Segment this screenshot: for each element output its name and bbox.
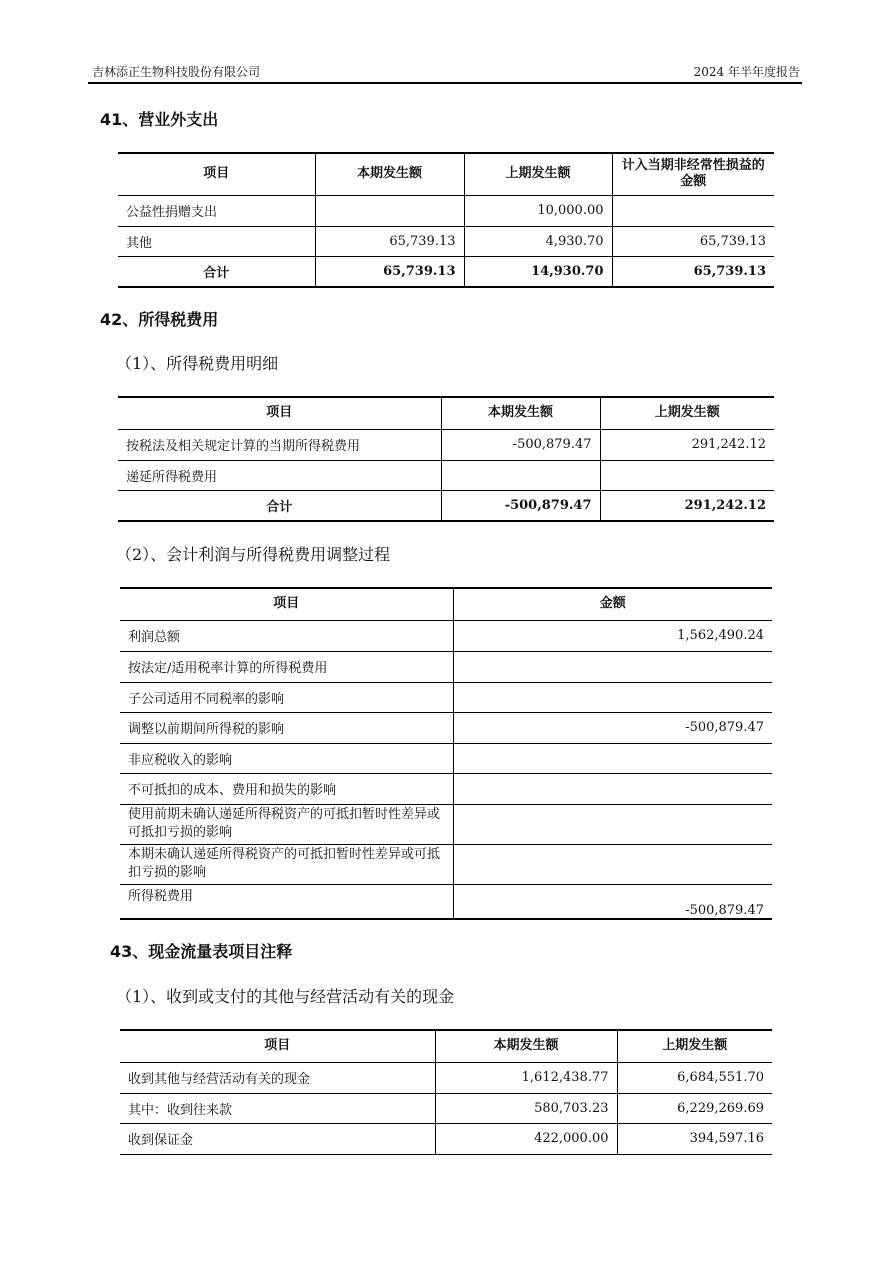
cell-nonrecurring: 65,739.13 (612, 226, 774, 256)
cell-amount (453, 773, 772, 804)
row-label: 递延所得税费用 (118, 460, 441, 490)
cell-prior (600, 460, 774, 490)
total-row (118, 256, 774, 287)
row-label: 不可抵扣的成本、费用和损失的影响 (120, 773, 453, 804)
table-row (120, 651, 772, 682)
section-42-sub1: （1）、所得税费用明细 (116, 354, 279, 373)
table-row (118, 429, 774, 460)
table-row (120, 682, 772, 712)
cell-amount (453, 651, 772, 682)
cell-current: 580,703.23 (435, 1093, 617, 1123)
table-row (120, 773, 772, 804)
table-row (120, 804, 772, 844)
row-label: 非应税收入的影响 (120, 743, 453, 773)
cell-amount (453, 844, 772, 884)
row-label: 其中：收到往来款 (120, 1093, 435, 1123)
col-header-current: 本期发生额 (441, 397, 600, 429)
cell-current (315, 195, 464, 226)
section-42-title: 42、所得税费用 (100, 310, 219, 329)
col-header-amount: 金额 (453, 588, 772, 620)
cell-prior: 6,684,551.70 (617, 1062, 772, 1093)
col-header-item: 项目 (118, 397, 441, 429)
cell-amount: -500,879.47 (453, 712, 772, 743)
total-prior: 291,242.12 (600, 490, 774, 521)
row-label: 收到保证金 (120, 1123, 435, 1154)
row-label: 按税法及相关规定计算的当期所得税费用 (118, 429, 441, 460)
col-header-item: 项目 (120, 1030, 435, 1062)
table-row (118, 226, 774, 256)
total-label: 合计 (118, 490, 441, 521)
table-operating-cash-received (120, 1029, 772, 1155)
cell-current: 422,000.00 (435, 1123, 617, 1154)
row-label: 其他 (118, 226, 315, 256)
col-header-prior: 上期发生额 (617, 1030, 772, 1062)
cell-prior: 4,930.70 (464, 226, 612, 256)
cell-prior: 394,597.16 (617, 1123, 772, 1154)
cell-amount (453, 804, 772, 844)
col-header-prior: 上期发生额 (464, 153, 612, 195)
row-label: 子公司适用不同税率的影响 (120, 682, 453, 712)
cell-current: 1,612,438.77 (435, 1062, 617, 1093)
table-row (120, 712, 772, 743)
page-header (88, 62, 802, 84)
section-43-sub1: （1）、收到或支付的其他与经营活动有关的现金 (116, 987, 455, 1006)
table-non-operating-expenses (118, 152, 774, 288)
cell-amount: 1,562,490.24 (453, 620, 772, 651)
cell-amount: -500,879.47 (453, 884, 772, 919)
col-header-current: 本期发生额 (435, 1030, 617, 1062)
section-41-title: 41、营业外支出 (100, 110, 219, 129)
table-tax-reconciliation (120, 587, 772, 920)
table-row (118, 195, 774, 226)
cell-amount (453, 743, 772, 773)
table-row (120, 844, 772, 884)
total-label: 合计 (118, 256, 315, 287)
row-label: 本期未确认递延所得税资产的可抵扣暂时性差异或可抵扣亏损的影响 (120, 844, 453, 884)
total-current: -500,879.47 (441, 490, 600, 521)
cell-current (441, 460, 600, 490)
section-43-title: 43、现金流量表项目注释 (110, 942, 293, 961)
row-label: 公益性捐赠支出 (118, 195, 315, 226)
cell-amount (453, 682, 772, 712)
col-header-current: 本期发生额 (315, 153, 464, 195)
table-row (120, 884, 772, 919)
cell-prior: 10,000.00 (464, 195, 612, 226)
table-row (118, 460, 774, 490)
table-row (120, 1062, 772, 1093)
cell-nonrecurring (612, 195, 774, 226)
total-nonrecurring: 65,739.13 (612, 256, 774, 287)
cell-prior: 6,229,269.69 (617, 1093, 772, 1123)
col-header-prior: 上期发生额 (600, 397, 774, 429)
col-header-item: 项目 (120, 588, 453, 620)
table-row (120, 743, 772, 773)
company-name: 吉林添正生物科技股份有限公司 (92, 65, 261, 79)
row-label: 收到其他与经营活动有关的现金 (120, 1062, 435, 1093)
row-label: 使用前期未确认递延所得税资产的可抵扣暂时性差异或可抵扣亏损的影响 (120, 804, 453, 844)
cell-current: 65,739.13 (315, 226, 464, 256)
col-header-item: 项目 (118, 153, 315, 195)
cell-current: -500,879.47 (441, 429, 600, 460)
table-row (120, 1123, 772, 1154)
section-42-sub2: （2）、会计利润与所得税费用调整过程 (116, 545, 391, 564)
total-current: 65,739.13 (315, 256, 464, 287)
table-income-tax-detail (118, 396, 774, 522)
row-label: 调整以前期间所得税的影响 (120, 712, 453, 743)
row-label: 利润总额 (120, 620, 453, 651)
cell-prior: 291,242.12 (600, 429, 774, 460)
table-row (120, 1093, 772, 1123)
table-row (120, 620, 772, 651)
row-label: 按法定/适用税率计算的所得税费用 (120, 651, 453, 682)
report-title: 2024 年半年度报告 (693, 65, 800, 79)
total-row (118, 490, 774, 521)
total-prior: 14,930.70 (464, 256, 612, 287)
row-label: 所得税费用 (120, 884, 453, 919)
col-header-nonrecurring: 计入当期非经常性损益的金额 (612, 153, 774, 195)
